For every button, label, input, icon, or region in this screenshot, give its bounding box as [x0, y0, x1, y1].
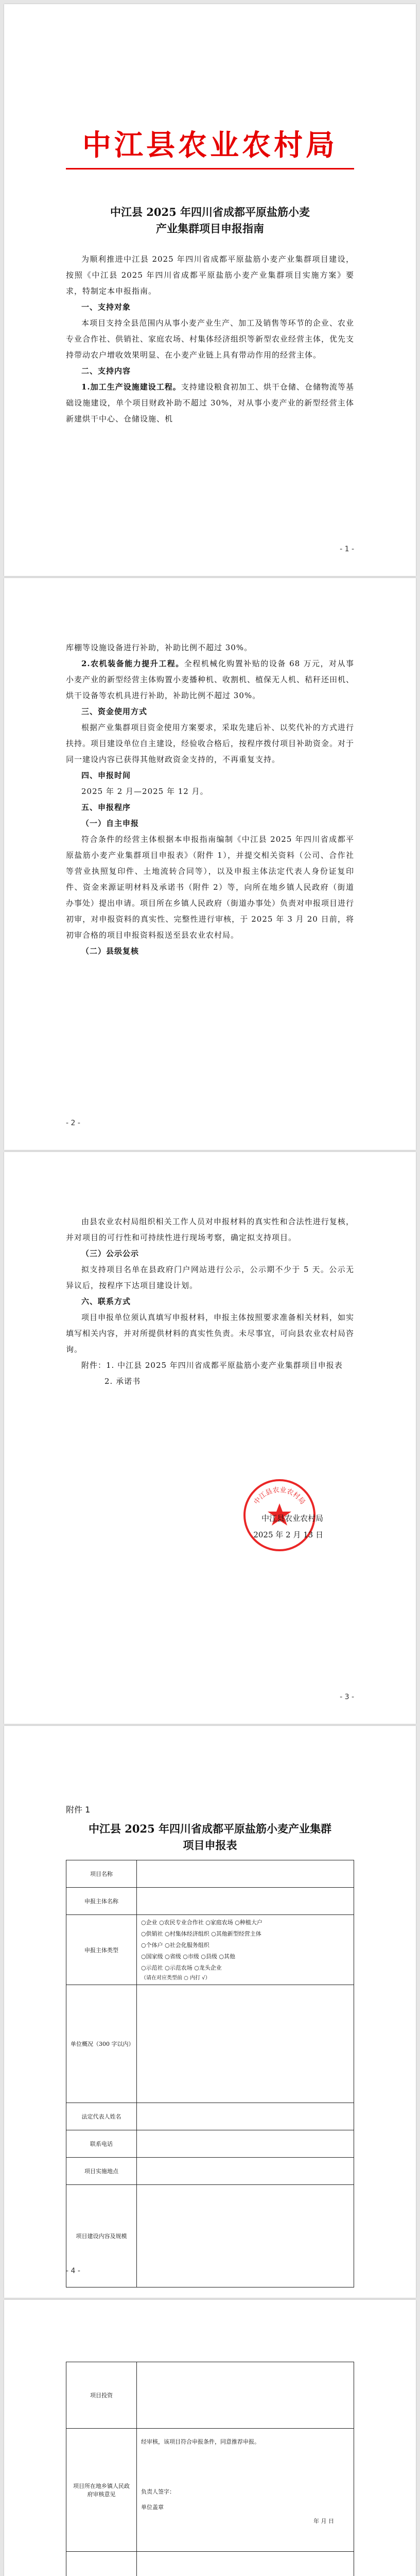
- application-form-table-2: [66, 2362, 354, 2576]
- table-row: [66, 2429, 354, 2552]
- document-body-p2: [66, 640, 354, 959]
- type-option-note: （请在对应类型前 ○ 内打 √）: [141, 1975, 211, 1981]
- row-label-investment: 项目投资: [66, 2362, 137, 2429]
- application-form-table-1: [66, 1860, 354, 2287]
- section-5-sub-2-text: 由县农业农村局组织相关工作人员对申报材料的真实性和合法性进行复核，并对项目的可行性和可持续性进行现场考察，确定拟支持项目。: [66, 1217, 354, 1242]
- section-4-text: 2025 年 2 月—2025 年 12 月。: [81, 787, 208, 796]
- annex-1-title: [4, 1821, 416, 1854]
- content-field[interactable]: [137, 2185, 354, 2287]
- section-5-sub-3: （三）公示公示: [81, 1249, 139, 1258]
- section-3-heading: 三、资金使用方式: [81, 707, 148, 716]
- legal-rep-field[interactable]: [137, 2103, 354, 2130]
- table-row: [66, 1985, 354, 2103]
- document-title: [4, 204, 416, 237]
- table-row: [66, 2103, 354, 2130]
- section-2-item-2: [66, 656, 354, 704]
- location-field[interactable]: [137, 2158, 354, 2185]
- document-page-3: [4, 1152, 416, 1724]
- town-review-seal: 单位盖章: [141, 2504, 164, 2511]
- document-page-5: [4, 2300, 416, 2576]
- page-number: - 1 -: [340, 545, 354, 553]
- section-5-sub-1-text: 符合条件的经营主体根据本申报指南编制《中江县 2025 年四川省成都平原盐筋小麦产业集群项目申报表》（附件 1），并提交相关资料（公司、合作社等营业执照复印件、土地流转合同等），以及申报主体法定代表人身份证复印件、资金来源证明材料及承诺书（附件 2）等，向所在地乡镇人民政府（街道办事处）提出申请。项目所在乡镇人民政府（街道办事处）负责对申报项目进行初审，对申报资料的真实性、完整性进行审核，于 2025 年 3 月 20 日前，将初审合格的项目申报资料报送至县农业农村局。: [66, 835, 355, 940]
- agency-header: 中江县农业农村局: [82, 129, 338, 162]
- type-option-line: ○个体户 ○社会化服务组织: [141, 1942, 209, 1948]
- town-review-field[interactable]: [137, 2429, 354, 2552]
- row-label-legal-rep: 法定代表人姓名: [66, 2103, 137, 2130]
- page-number: - 2 -: [66, 1119, 80, 1127]
- type-option-line: ○国家级 ○省级 ○市级 ○县级 ○其他: [141, 1953, 235, 1960]
- county-review-field[interactable]: [137, 2552, 354, 2576]
- signer-name: 中江县农业农村局: [261, 1514, 323, 1523]
- row-label-phone: 联系电话: [66, 2130, 137, 2158]
- attachments-intro: [66, 1358, 354, 1374]
- table-row: [66, 2130, 354, 2158]
- document-title-line-2: 产业集群项目申报指南: [156, 222, 264, 235]
- document-page-4: [4, 1726, 416, 2298]
- table-row: [66, 1915, 354, 1985]
- row-label-content: 项目建设内容及规模: [66, 2185, 137, 2287]
- section-5-sub-3-text: 拟支持项目名单在县政府门户网站进行公示，公示期不少于 5 天。公示无异议后，按程序下达项目建设计划。: [66, 1265, 354, 1290]
- row-label-applicant: 申报主体名称: [66, 1888, 137, 1915]
- section-5-sub-2: （二）县级复核: [81, 946, 139, 956]
- applicant-field[interactable]: [137, 1888, 354, 1915]
- row-label-county-review: [66, 2552, 137, 2576]
- overview-field[interactable]: [137, 1985, 354, 2103]
- signature-block: [66, 1471, 354, 1574]
- row-label-town-review: 项目所在地乡镇人民政府审核意见: [66, 2429, 137, 2552]
- town-review-note: 经审核，该项目符合申报条件，同意推荐申报。: [141, 2438, 260, 2445]
- type-option-line: ○供销社 ○村集体经济组织 ○其他新型经营主体: [141, 1930, 261, 1937]
- intro-paragraph: 为顺利推进中江县 2025 年四川省成都平原盐筋小麦产业集群项目建设，按照《中江县 2025 年四川省成都平原盐筋小麦产业集群项目实施方案》要求，特制定本申报指南。: [66, 255, 354, 296]
- section-2-item-1-cont: 库棚等设施设备进行补助，补助比例不超过 30%。: [66, 643, 253, 652]
- seal-text: 中江县农业农村局: [252, 1486, 307, 1506]
- section-5-heading: 五、申报程序: [81, 803, 131, 812]
- investment-field[interactable]: [137, 2362, 354, 2429]
- town-review-signer: 负责人签字：: [141, 2488, 175, 2495]
- document-page-2: [4, 578, 416, 1150]
- attachment-2: 2. 承诺书: [104, 1377, 141, 1386]
- town-review-date: 年 月 日: [313, 2518, 334, 2524]
- document-body-p3: [66, 1214, 354, 1389]
- annex-1-title-line-1: 中江县 2025 年四川省成都平原盐筋小麦产业集群: [88, 1822, 332, 1835]
- table-row: [66, 2362, 354, 2429]
- row-label-overview: 单位概况（300 字以内）: [66, 1985, 137, 2103]
- section-6-text: 项目申报单位须认真填写申报材料，申报主体按照要求准备相关材料，如实填写相关内容，并对所提供材料的真实性负责。未尽事宜，可向县农业农村局咨询。: [66, 1313, 355, 1354]
- section-2-item-2-label: 2.农机装备能力提升工程。: [81, 659, 184, 668]
- page-number: - 4 -: [66, 2267, 80, 2275]
- table-row: [66, 2552, 354, 2576]
- section-2-heading: 二、支持内容: [81, 366, 131, 376]
- section-1-heading: 一、支持对象: [81, 302, 131, 312]
- row-label-applicant-type: 申报主体类型: [66, 1915, 137, 1985]
- section-3-text: 根据产业集群项目资金使用方案要求，采取先建后补、以奖代补的方式进行扶持。项目建设单位自主建设，经验收合格后，按程序拨付项目补助资金。对于同一建设内容已获得其他财政资金支持的，不再重复支持。: [66, 723, 355, 764]
- applicant-type-options[interactable]: [137, 1915, 354, 1985]
- document-body-p1: [66, 251, 354, 427]
- svg-text:中江县农业农村局: [252, 1486, 306, 1506]
- sign-date: 2025 年 2 月 13 日: [253, 1530, 323, 1539]
- section-6-heading: 六、联系方式: [81, 1297, 131, 1306]
- project-name-field[interactable]: [137, 1860, 354, 1888]
- row-label-location: 项目实施地点: [66, 2158, 137, 2185]
- section-2-item-1-text: 支持建设粮食初加工、烘干仓储、仓储物流等基础设施建设，单个项目财政补助不超过 30%，对从事小麦产业的新型经营主体新建烘干中心、仓储设施、机: [66, 382, 354, 423]
- type-option-line: ○企业 ○农民专业合作社 ○家庭农场 ○种植大户: [141, 1919, 262, 1926]
- attachment-1: 1. 中江县 2025 年四川省成都平原盐筋小麦产业集群项目申报表: [106, 1361, 343, 1370]
- section-2-item-2-text: 全程机械化购置补贴的设备 68 万元，对从事小麦产业的新型经营主体购置小麦播种机、收割机、植保无人机、秸秆还田机、烘干设备等农机具进行补助，补助比例不超过 30%。: [66, 659, 355, 700]
- table-row: [66, 1888, 354, 1915]
- type-option-line: ○示范社 ○示范农场 ○龙头企业: [141, 1964, 222, 1971]
- red-divider: [66, 168, 354, 170]
- document-title-line-1: 中江县 2025 年四川省成都平原盐筋小麦: [110, 206, 310, 218]
- table-row: [66, 2185, 354, 2287]
- attachments-label: 附件：: [81, 1361, 107, 1370]
- section-5-sub-1: （一）自主申报: [81, 819, 139, 828]
- phone-field[interactable]: [137, 2130, 354, 2158]
- document-page-1: [4, 4, 416, 576]
- section-4-heading: 四、申报时间: [81, 771, 131, 780]
- section-2-item-1-label: 1.加工生产设施建设工程。: [81, 382, 181, 392]
- table-row: [66, 1860, 354, 1888]
- row-label-project-name: 项目名称: [66, 1860, 137, 1888]
- annex-1-label: 附件 1: [66, 1805, 91, 1815]
- annex-1-title-line-2: 项目申报表: [183, 1839, 237, 1852]
- section-1-text: 本项目支持全县范围内从事小麦产业生产、加工及销售等环节的企业、农业专业合作社、供销社、家庭农场、村集体经济组织等新型农业经营主体，优先支持带动农户增收效果明显、在小麦产业链上具有带动作用的经营主体。: [66, 318, 355, 360]
- table-row: [66, 2158, 354, 2185]
- section-2-item-1: [66, 379, 354, 427]
- page-number: - 3 -: [340, 1693, 354, 1701]
